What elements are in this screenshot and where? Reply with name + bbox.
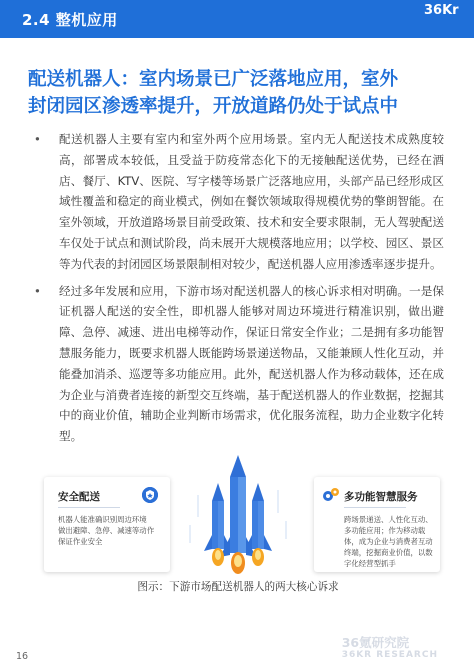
section-header-bar (0, 0, 474, 38)
bullet-icon: • (34, 283, 41, 298)
card-item-list (344, 514, 438, 569)
card-item: 保证作业安全 (58, 537, 103, 546)
safe-delivery-card (44, 477, 170, 572)
headline-line-2: 封闭园区渗透率提升，开放道路仍处于试点中 (28, 96, 399, 117)
page-headline (28, 66, 448, 120)
watermark-line-2: 36KR RESEARCH (341, 650, 438, 660)
page-number: 16 (16, 651, 29, 662)
rocket-right (244, 483, 272, 551)
core-demands-figure (38, 455, 438, 620)
body-paragraphs (32, 129, 444, 447)
card-item: 跨场景递送、人性化互动、多功能应用；作为移动载体，成为企业与消费者互动终端，挖掘商业价值，以数字化经营型抓手 (344, 515, 433, 568)
card-item: 机器人能准确识别周边环境 (58, 515, 147, 524)
card-divider (58, 507, 120, 508)
logo-text: 36Kr (424, 3, 459, 18)
paragraph-1 (32, 129, 444, 275)
smart-service-card (314, 477, 440, 572)
watermark (342, 636, 438, 662)
headline-line-1: 配送机器人：室内场景已广泛落地应用，室外 (28, 69, 399, 90)
paragraph-2-text: 经过多年发展和应用，下游市场对配送机器人的核心诉求相对明确。一是保证机器人配送的安全性，即机器人能够对周边环境进行精准识别，做出避障、急停、减速、进出电梯等动作，保证日常安全作业；二是拥有多功能智慧服务能力，既要求机器人既能跨场景递送物品，又能兼顾人性化互动，并能叠加消杀、巡逻等多功能应用。此外，配送机器人作为移动载体，还在成为企业与消费者连接的新型交互终端，基于配送机器人的作业数据，挖掘其中的商业价值，辅助企业判断市场需求，优化服务流程，助力企业数字化转型。 (59, 283, 444, 444)
card-item: 做出避障、急停、减速等动作 (58, 526, 155, 535)
rocket-left (204, 483, 232, 551)
gears-icon (322, 487, 338, 503)
section-title: 2.4 整机应用 (22, 11, 118, 29)
shield-icon (142, 487, 158, 503)
figure-caption: 图示：下游市场配送机器人的两大核心诉求 (137, 581, 339, 593)
card-divider (344, 507, 406, 508)
paragraph-2 (32, 281, 444, 447)
brand-logo (414, 0, 474, 38)
card-title: 安全配送 (58, 491, 100, 503)
paragraph-1-text: 配送机器人主要有室内和室外两个应用场景。室内无人配送技术成熟度较高，部署成本较低，且受益于防疫常态化下的无接触配送优势，已经在酒店、餐厅、KTV、医院、写字楼等场景广泛落地应用，头部产品已经形成区域性覆盖和稳定的商业模式，例如在餐饮领域取得规模优势的擎朗智能。在室外领域，开放道路场景目前受政策、技术和安全要求限制，无人驾驶配送车仅处于试点和测试阶段，尚未展开大规模落地应用；以学校、园区、景区等为代表的封闭园区场景限制相对较少，配送机器人应用渗透率逐步提升。 (59, 132, 444, 271)
card-item-list (58, 514, 168, 547)
watermark-line-1: 36氪研究院 (341, 635, 410, 650)
card-title: 多功能智慧服务 (344, 491, 418, 503)
bullet-icon: • (34, 132, 41, 146)
